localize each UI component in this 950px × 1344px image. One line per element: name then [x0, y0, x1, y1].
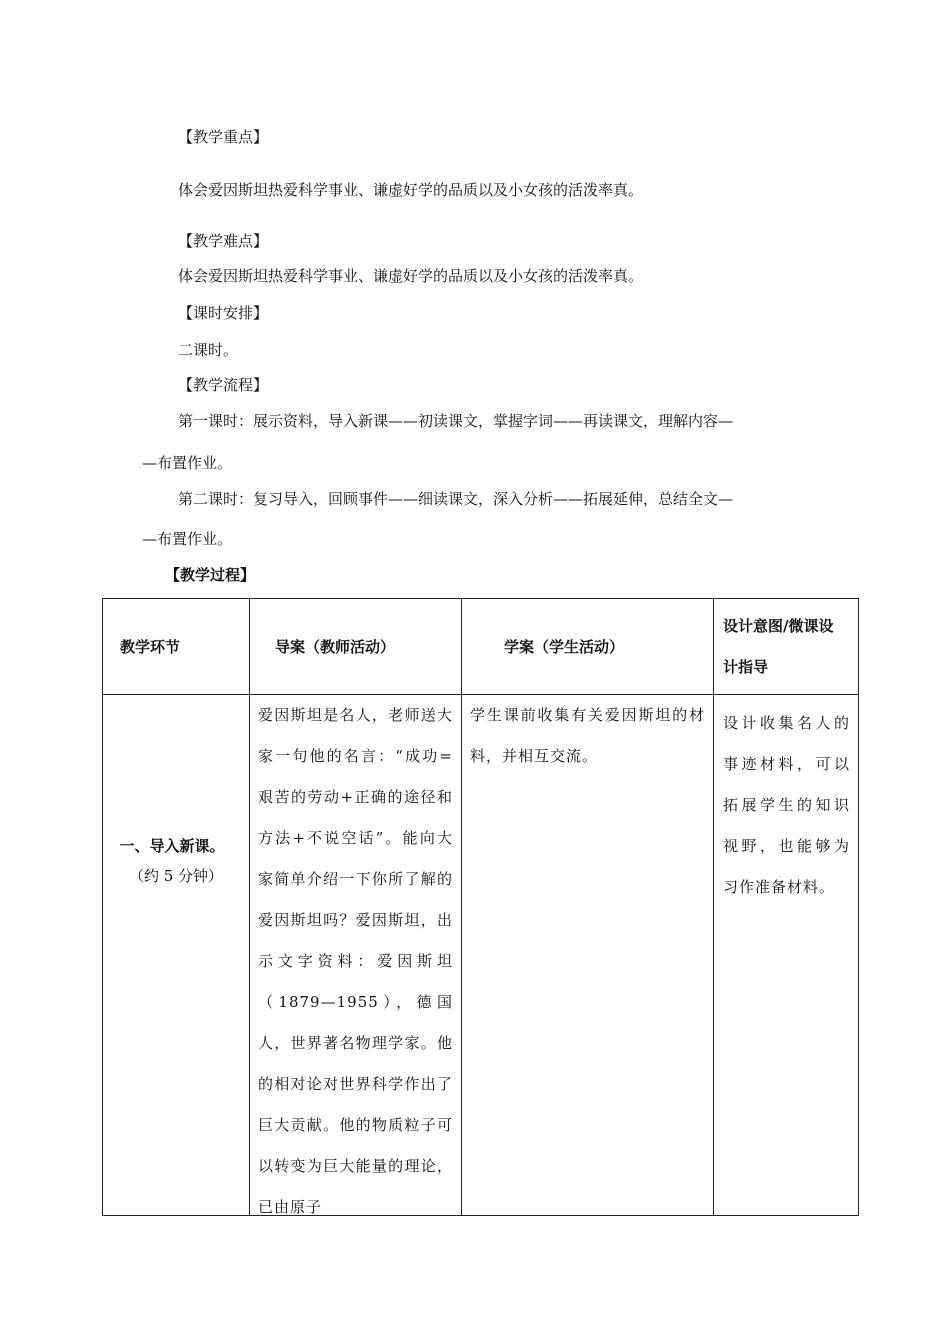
design-intent-cell [714, 695, 859, 1216]
student-activity-text: 学生课前收集有关爱因斯坦的材料，并相互交流。 [470, 706, 705, 765]
flow-second-line1: 第二课时：复习导入，回顾事件——细读课文，深入分析——拓展延伸，总结全文— [178, 490, 734, 508]
header-stage: 教学环节 [120, 638, 181, 656]
design-intent-text: 设计收集名人的事迹材料，可以拓展学生的知识视野，也能够为习作准备材料。 [723, 714, 850, 896]
key-points-heading: 【教学重点】 [178, 128, 269, 146]
flow-first-line2: —布置作业。 [142, 454, 233, 472]
header-design-line1: 设计意图/微课设 [723, 616, 834, 635]
header-teacher: 导案（教师活动） [275, 638, 396, 656]
header-stage-cell [103, 599, 250, 695]
header-design-cell [714, 599, 859, 695]
schedule-text: 二课时。 [178, 341, 239, 359]
flow-heading: 【教学流程】 [178, 376, 269, 394]
stage-cell [103, 695, 250, 1216]
flow-second-line2: —布置作业。 [142, 530, 233, 548]
header-student-cell [462, 599, 714, 695]
header-teacher-cell [250, 599, 462, 695]
lesson-process-table [102, 598, 859, 1216]
process-heading: 【教学过程】 [165, 566, 256, 584]
header-design-line2: 计指导 [723, 657, 769, 676]
teacher-activity-cell [250, 695, 462, 1216]
table-row [103, 695, 859, 1216]
key-points-text: 体会爱因斯坦热爱科学事业、谦虚好学的品质以及小女孩的活泼率真。 [178, 181, 644, 199]
header-design [714, 606, 858, 688]
difficult-points-heading: 【教学难点】 [178, 232, 269, 250]
difficult-points-text: 体会爱因斯坦热爱科学事业、谦虚好学的品质以及小女孩的活泼率真。 [178, 267, 644, 285]
stage-title: 一、导入新课。 [119, 837, 225, 855]
stage-time: （约 5 分钟） [128, 867, 224, 885]
stage-block [103, 695, 249, 889]
schedule-heading: 【课时安排】 [178, 304, 269, 322]
table-header-row [103, 599, 859, 695]
teacher-activity-text: 爱因斯坦是名人，老师送大家一句他的名言：“成功=艰苦的劳动+正确的途径和方法+不说空话”。能向大家简单介绍一下你所了解的爱因斯坦吗？爱因斯坦，出示文字资料：爱因斯坦（1879—1955），德国人，世界著名物理学家。他的相对论对世界科学作出了巨大贡献。他的物质粒子可以转变为巨大能量的理论，已由原子 [258, 706, 453, 1215]
flow-first-line1: 第一课时：展示资料，导入新课——初读课文，掌握字词——再读课文，理解内容— [178, 412, 734, 430]
header-student: 学案（学生活动） [504, 638, 625, 656]
student-activity-cell [462, 695, 714, 1216]
